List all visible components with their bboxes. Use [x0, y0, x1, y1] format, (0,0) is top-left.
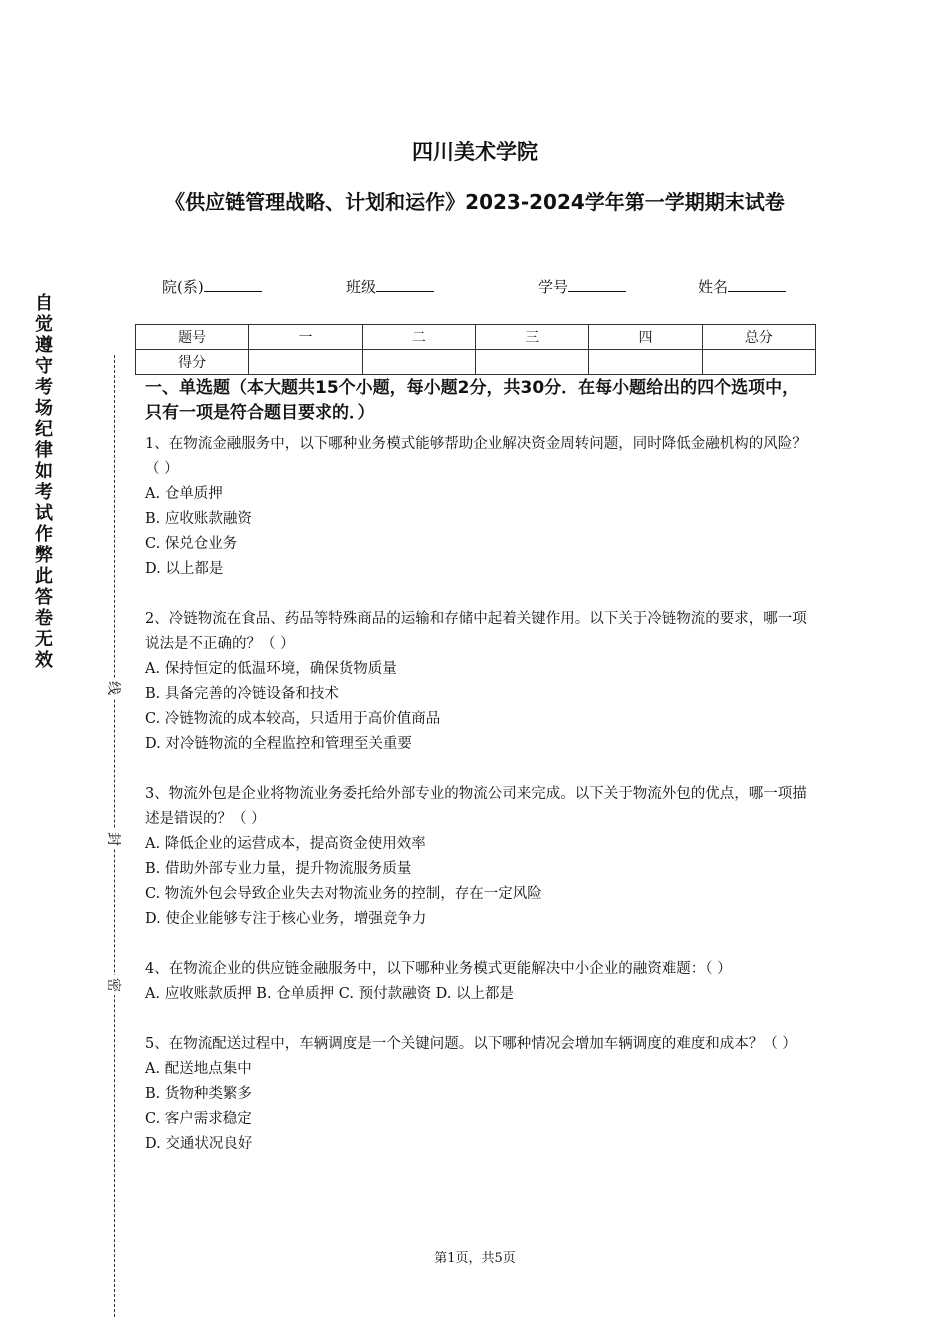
question-stem: 2、冷链物流在食品、药品等特殊商品的运输和存储中起着关键作用。以下关于冷链物流的要求，哪一项说法是不正确的？（ ） [145, 611, 807, 652]
binding-mark-line: 线 [104, 678, 124, 698]
question-area [145, 376, 810, 1157]
score-table [135, 324, 816, 375]
class-blank [376, 277, 434, 292]
school-name: 四川美术学院 [412, 140, 538, 164]
option-a: A. 降低企业的运营成本，提高资金使用效率 [145, 836, 426, 852]
score-cell: 总分 [702, 325, 815, 350]
score-cell: 题号 [136, 325, 249, 350]
department-label: 院(系) [162, 278, 204, 296]
question-4 [145, 957, 810, 1007]
score-table-header-row [136, 325, 816, 350]
question-stem: 1、在物流金融服务中，以下哪种业务模式能够帮助企业解决资金周转问题，同时降低金融机构的风险？（ ） [145, 436, 807, 477]
option-b: B. 借助外部专业力量，提升物流服务质量 [145, 861, 412, 877]
exam-title: 《供应链管理战略、计划和运作》2023-2024学年第一学期期末试卷 [165, 190, 785, 214]
page-footer: 第1页，共5页 [434, 1251, 516, 1266]
options-inline: A. 应收账款质押 B. 仓单质押 C. 预付款融资 D. 以上都是 [145, 986, 515, 1002]
question-stem: 4、在物流企业的供应链金融服务中，以下哪种业务模式更能解决中小企业的融资难题：（ ） [145, 961, 732, 977]
option-c: C. 保兑仓业务 [145, 536, 238, 552]
score-table-score-row [136, 350, 816, 375]
option-b: B. 应收账款融资 [145, 511, 252, 527]
question-2 [145, 607, 810, 757]
option-a: A. 保持恒定的低温环境，确保货物质量 [145, 661, 397, 677]
class-label: 班级 [346, 278, 377, 296]
student-id-blank [568, 277, 626, 292]
score-blank-cell [589, 350, 702, 375]
score-blank-cell [475, 350, 588, 375]
name-blank [728, 277, 786, 292]
department-blank [204, 277, 262, 292]
section-heading: 一、单选题（本大题共15个小题，每小题2分，共30分．在每小题给出的四个选项中，只有一项是符合题目要求的．） [145, 378, 800, 423]
option-c: C. 冷链物流的成本较高，只适用于高价值商品 [145, 711, 441, 727]
exam-discipline-note: 自觉遵守考场纪律如考试作弊此答卷无效 [35, 293, 53, 671]
score-blank-cell [362, 350, 475, 375]
score-cell: 三 [475, 325, 588, 350]
option-d: D. 对冷链物流的全程监控和管理至关重要 [145, 736, 412, 752]
score-cell: 一 [249, 325, 362, 350]
score-cell: 二 [362, 325, 475, 350]
score-blank-cell [702, 350, 815, 375]
score-cell: 四 [589, 325, 702, 350]
option-b: B. 具备完善的冷链设备和技术 [145, 686, 339, 702]
name-label: 姓名 [698, 278, 729, 296]
question-stem: 5、在物流配送过程中，车辆调度是一个关键问题。以下哪种情况会增加车辆调度的难度和成本？（ ） [145, 1036, 797, 1052]
class-field [346, 276, 434, 297]
question-3 [145, 782, 810, 932]
student-id-field [538, 276, 626, 297]
binding-mark-seal: 封 [104, 829, 124, 849]
question-stem: 3、物流外包是企业将物流业务委托给外部专业的物流公司来完成。以下关于物流外包的优点，哪一项描述是错误的？（ ） [145, 786, 807, 827]
option-a: A. 配送地点集中 [145, 1061, 252, 1077]
option-d: D. 交通状况良好 [145, 1136, 253, 1152]
question-5 [145, 1032, 810, 1157]
student-info-row [0, 276, 950, 298]
student-id-label: 学号 [538, 278, 569, 296]
option-c: C. 物流外包会导致企业失去对物流业务的控制，存在一定风险 [145, 886, 542, 902]
option-b: B. 货物种类繁多 [145, 1086, 252, 1102]
score-row-label: 得分 [136, 350, 249, 375]
name-field [698, 276, 786, 297]
option-d: D. 以上都是 [145, 561, 224, 577]
question-1 [145, 432, 810, 582]
option-c: C. 客户需求稳定 [145, 1111, 252, 1127]
department-field [162, 276, 262, 297]
score-blank-cell [249, 350, 362, 375]
option-d: D. 使企业能够专注于核心业务，增强竞争力 [145, 911, 427, 927]
option-a: A. 仓单质押 [145, 486, 223, 502]
binding-mark-secret: 密 [104, 975, 124, 995]
